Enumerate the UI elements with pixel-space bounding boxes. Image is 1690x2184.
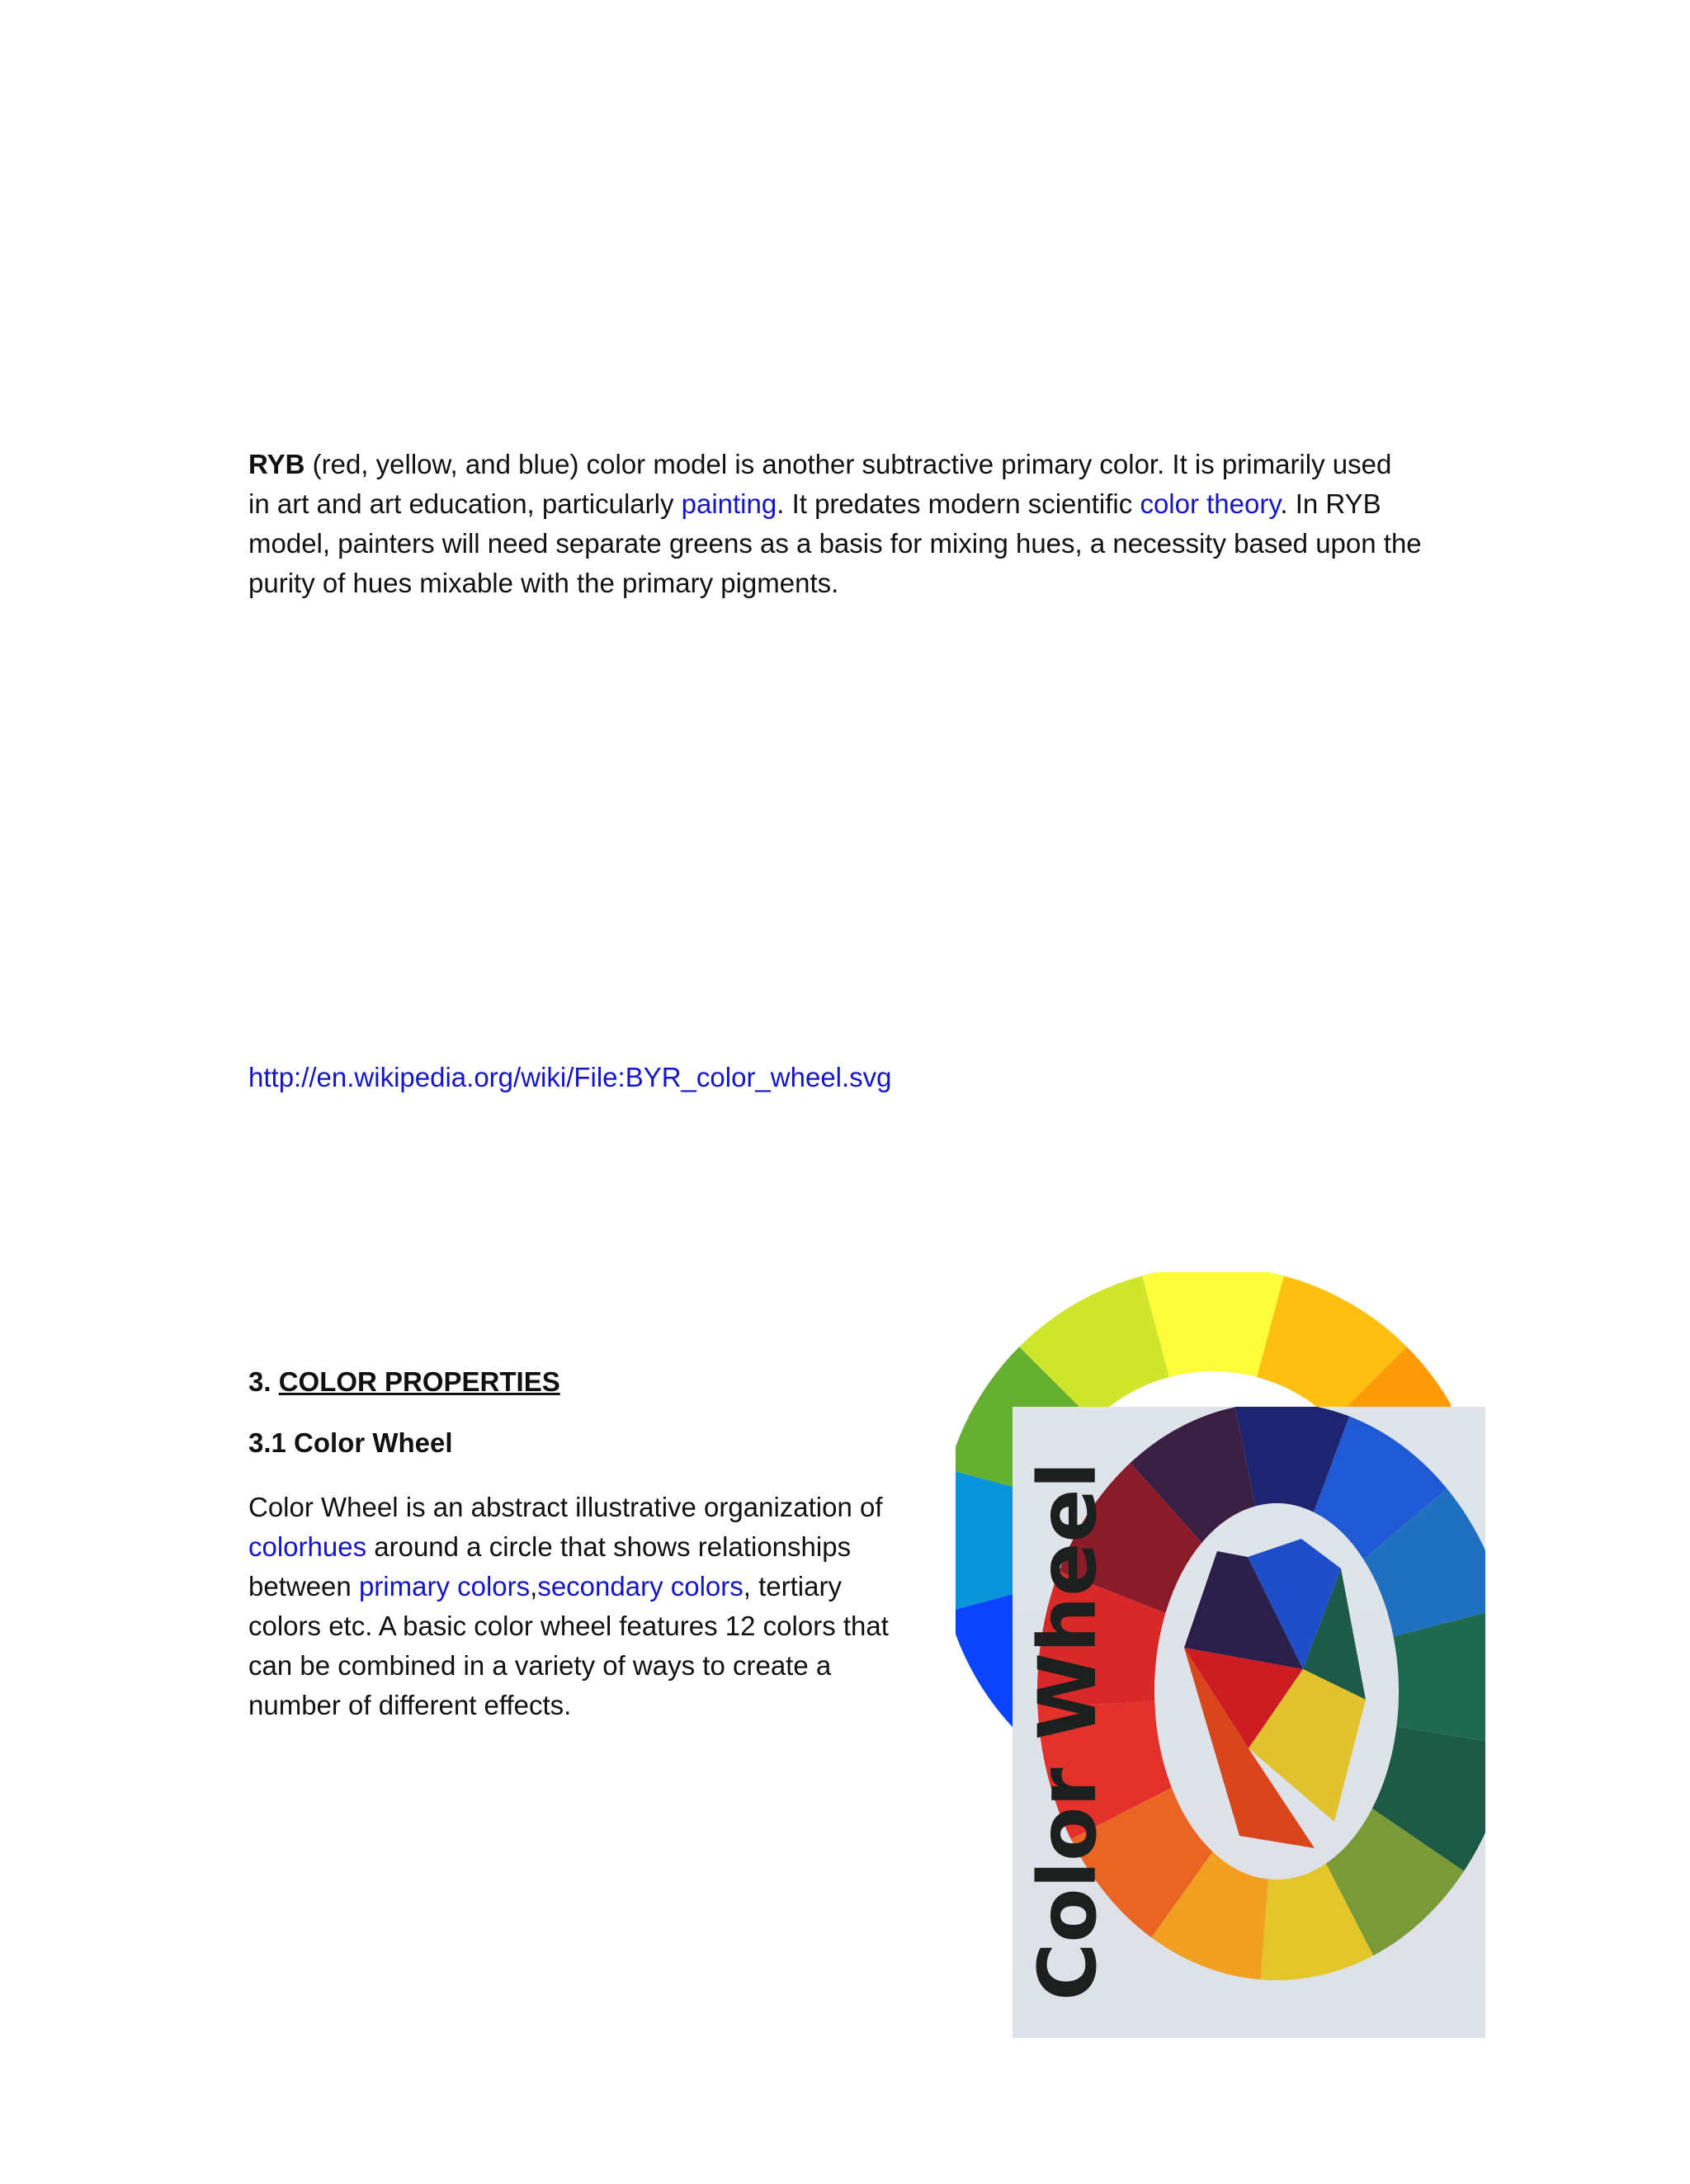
subsection-heading: 3.1 Color Wheel [248, 1427, 453, 1458]
color-theory-link[interactable]: color theory [1140, 488, 1281, 519]
color-wheel-paragraph: Color Wheel is an abstract illustrative organization of colorhues around a circle that shows relationships between primary colors,secondary colors, tertiary colors etc. A basic color wheel features 12 colors that can be combined in a variety of ways to create a number of different effects. [248, 1492, 889, 1720]
ryb-bold: RYB [248, 449, 305, 479]
secondary-colors-link[interactable]: secondary colors [537, 1571, 744, 1601]
handwritten-title: Color Wheel [1022, 1461, 1114, 2001]
painted-wheel-drawing [1013, 1407, 1485, 2038]
section-title: COLOR PROPERTIES [278, 1366, 560, 1397]
painted-inner-shapes [1184, 1539, 1366, 1848]
source-url-link[interactable]: http://en.wikipedia.org/wiki/File:BYR_color_wheel.svg [248, 1062, 892, 1092]
primary-colors-link[interactable]: primary colors [358, 1571, 531, 1601]
colorhues-link[interactable]: colorhues [248, 1531, 367, 1562]
ryb-paragraph: RYB (red, yellow, and blue) color model is another subtractive primary color. It is primarily used in art and art education, particularly painting. It predates modern scientific color theory. In RYB model, painters will need separate greens as a basis for mixing hues, a necessity based upon the purity of hues mixable with the primary pigments. [248, 449, 1422, 598]
section-heading [248, 1366, 560, 1398]
painted-color-wheel-photo [1013, 1407, 1485, 2038]
section-number: 3. [248, 1366, 279, 1397]
painting-link[interactable]: painting [681, 488, 777, 519]
